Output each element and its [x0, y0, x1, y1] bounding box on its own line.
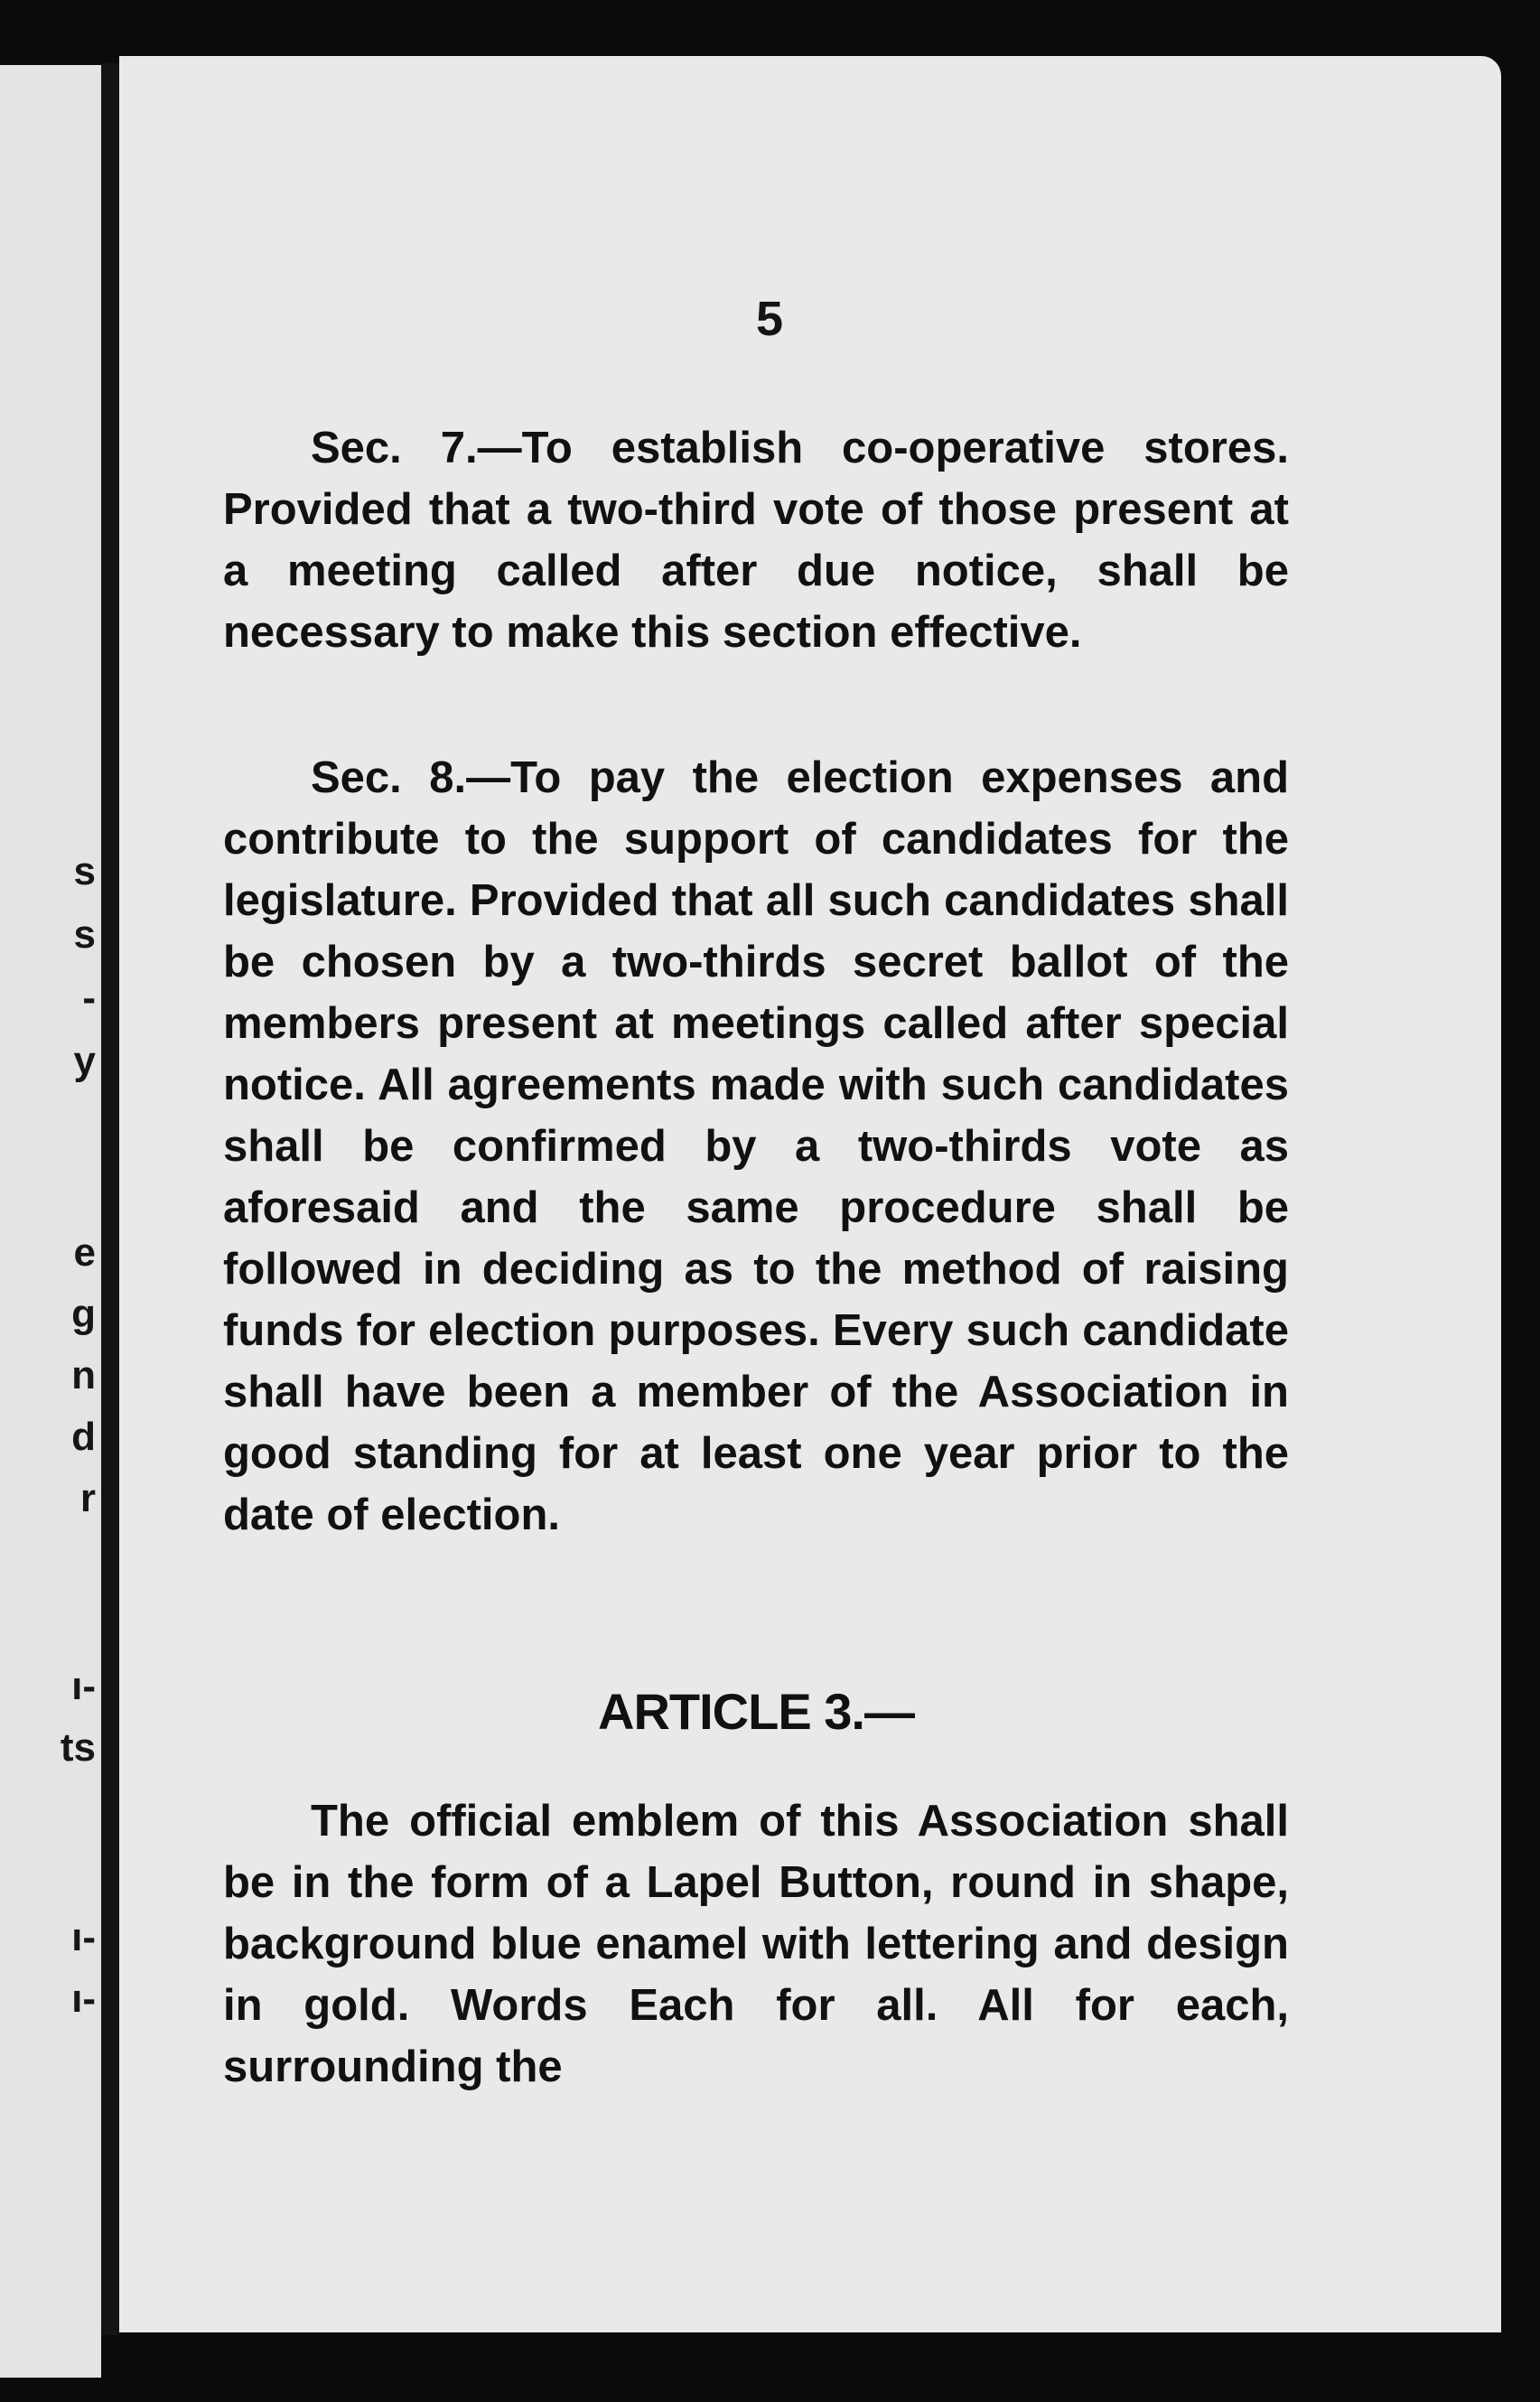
section-label: Sec. 7.: [311, 424, 478, 472]
article-heading: ARTICLE 3.—: [598, 1683, 914, 1740]
document-page: [119, 56, 1501, 2332]
article-text-continued: surrounding the: [223, 2042, 563, 2091]
prev-page-fragment: g: [71, 1292, 96, 1336]
page-number: 5: [755, 292, 784, 346]
prev-page-fragment: e: [73, 1230, 96, 1275]
book-gutter: [101, 63, 119, 2335]
section-7-paragraph: [223, 417, 1289, 663]
section-text: —To establish co-operative stores. Provided that a two-third vote of those present at a meeting called after due notice, shall be necessary to make this section effective.: [223, 424, 1289, 657]
prev-page-fragment: ı-: [71, 1977, 96, 2021]
prev-page-fragment: d: [71, 1415, 96, 1459]
prev-page-fragment: ı-: [71, 1664, 96, 1708]
prev-page-fragment: -: [82, 976, 96, 1020]
article-3-paragraph: [223, 1790, 1289, 2098]
article-text: The official emblem of this Association shall be in the form of a Lapel Button, round in shape, background blue enamel with lettering and design in gold. Words: [223, 1797, 1289, 2030]
prev-page-fragment: s: [73, 912, 96, 957]
prev-page-fragment: ı-: [71, 1915, 96, 1959]
prev-page-fragment: s: [73, 849, 96, 893]
previous-page-edge: [0, 65, 101, 2378]
prev-page-fragment: n: [71, 1353, 96, 1397]
prev-page-fragment: r: [79, 1476, 96, 1520]
prev-page-fragment: y: [73, 1039, 96, 1083]
section-8-paragraph: [223, 747, 1289, 1546]
section-text: —To pay the election expenses and contribute to the support of candidates for the legislature. Provided that all such candidates shall be chosen by a two-thirds secret ballot of the members present at meetings called after special notice. All agreements made with such candidates shall be confirmed by a two-thirds vote as aforesaid and the same procedure shall be followed in deciding as to the method of raising funds for election purposes. Every such candidate shall have been a member of the Association in good standing for at least one year prior to the date of election.: [223, 753, 1290, 1539]
section-label: Sec. 8.: [311, 753, 467, 802]
prev-page-fragment: ts: [60, 1725, 96, 1770]
article-motto: Each for all. All for each,: [629, 1981, 1289, 2030]
